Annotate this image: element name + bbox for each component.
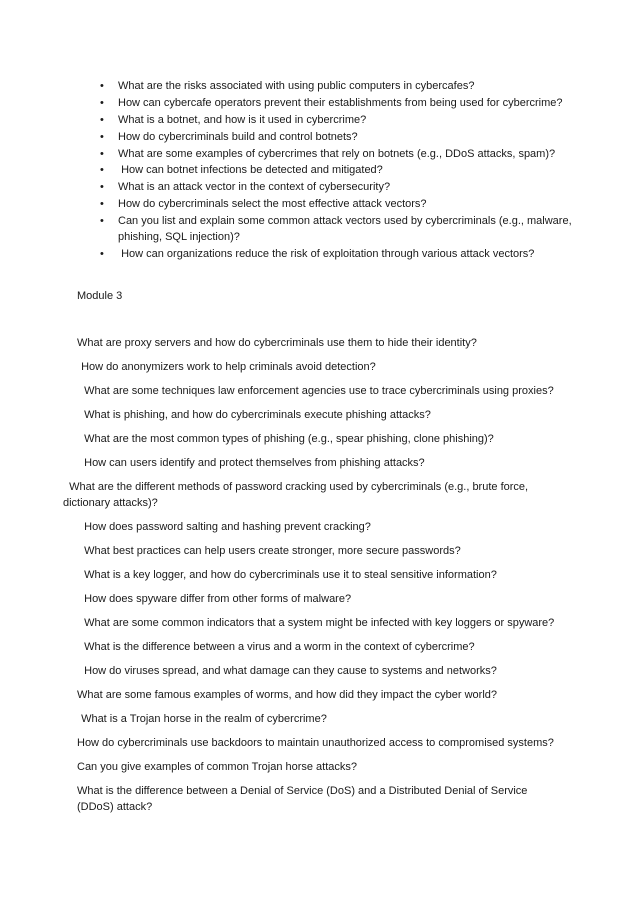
bullet-text: How do cybercriminals select the most effective attack vectors?	[118, 198, 427, 211]
question-item: How do cybercriminals use backdoors to maintain unauthorized access to compromised systems?	[77, 737, 554, 749]
bullet-text: What are the risks associated with using public computers in cybercafes?	[118, 80, 475, 92]
bullet-glyph: •	[100, 164, 104, 177]
bullet-text: How can botnet infections be detected and mitigated?	[118, 164, 383, 177]
question-item: What are the most common types of phishing (e.g., spear phishing, clone phishing)?	[78, 433, 494, 445]
question-item: What are the different methods of password cracking used by cybercriminals (e.g., brute force, dictionary attacks)?	[63, 481, 532, 509]
question-item: What are some common indicators that a system might be infected with key loggers or spyware?	[78, 617, 555, 629]
bullet-item	[0, 129, 638, 145]
question-item: How does password salting and hashing prevent cracking?	[78, 521, 371, 533]
question-item: How can users identify and protect themselves from phishing attacks?	[78, 457, 425, 469]
bullet-glyph: •	[100, 198, 104, 211]
question-item: What is the difference between a Denial of Service (DoS) and a Distributed Denial of Service (DDoS) attack?	[77, 785, 531, 813]
bullet-glyph: •	[100, 181, 104, 194]
bullet-text: How can cybercafe operators prevent their establishments from being used for cybercrime?	[118, 96, 563, 109]
module-heading: Module 3	[77, 290, 123, 302]
question-item: What is the difference between a virus and a worm in the context of cybercrime?	[78, 641, 475, 653]
bullet-text: What is a botnet, and how is it used in cybercrime?	[118, 113, 367, 126]
question-item: Can you give examples of common Trojan horse attacks?	[77, 761, 358, 773]
bullet-item	[0, 213, 638, 246]
bullet-glyph: •	[100, 215, 104, 228]
bullet-list	[0, 78, 638, 263]
question-item: What are proxy servers and how do cybercriminals use them to hide their identity?	[77, 337, 477, 349]
question-item: What is a key logger, and how do cybercriminals use it to steal sensitive information?	[78, 569, 497, 581]
bullet-item	[0, 112, 638, 128]
bullet-glyph: •	[100, 248, 104, 261]
bullet-glyph: •	[100, 113, 104, 126]
bullet-glyph: •	[100, 80, 104, 92]
question-item: How does spyware differ from other forms of malware?	[78, 593, 352, 605]
bullet-text: Can you list and explain some common attack vectors used by cybercriminals (e.g., malware, phishing, SQL injection)?	[118, 215, 575, 244]
bullet-glyph: •	[100, 147, 104, 160]
question-item: How do anonymizers work to help criminals avoid detection?	[78, 361, 376, 373]
question-item: What are some famous examples of worms, and how did they impact the cyber world?	[77, 689, 498, 701]
bullet-glyph: •	[100, 130, 104, 143]
bullet-text: How can organizations reduce the risk of exploitation through various attack vectors?	[118, 248, 535, 261]
bullet-text: What is an attack vector in the context of cybersecurity?	[118, 181, 391, 194]
question-item: What is a Trojan horse in the realm of cybercrime?	[78, 713, 327, 725]
question-item: What are some techniques law enforcement agencies use to trace cybercriminals using proxies?	[78, 385, 554, 397]
bullet-text: How do cybercriminals build and control botnets?	[118, 130, 358, 143]
bullet-item	[0, 95, 638, 111]
bullet-glyph: •	[100, 96, 104, 109]
bullet-item	[0, 162, 638, 178]
question-item: How do viruses spread, and what damage can they cause to systems and networks?	[78, 665, 497, 677]
bullet-item	[0, 146, 638, 162]
bullet-item	[0, 179, 638, 195]
question-item: What is phishing, and how do cybercriminals execute phishing attacks?	[78, 409, 431, 421]
question-item: What best practices can help users create stronger, more secure passwords?	[78, 545, 461, 557]
bullet-item	[0, 78, 638, 94]
bullet-text: What are some examples of cybercrimes that rely on botnets (e.g., DDoS attacks, spam)?	[118, 147, 556, 160]
bullet-item	[0, 246, 638, 262]
bullet-item	[0, 196, 638, 212]
